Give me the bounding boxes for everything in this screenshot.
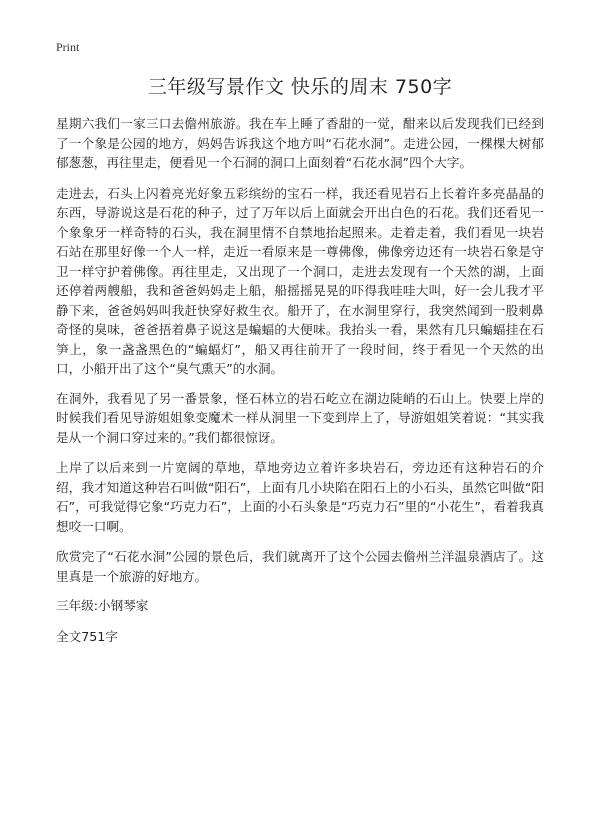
paragraph-1: 星期六我们一家三口去儋州旅游。我在车上睡了香甜的一觉，酣来以后发现我们已经到了一个象是公园的地方，妈妈告诉我这个地方叫“石花水洞”。走进公园，一棵棵大树郁郁葱葱，再往里走，便看见一个石洞的洞口上面刻着“石花水洞”四个大字。 — [56, 116, 544, 170]
author-line: 三年级:小钢琴家 — [56, 598, 149, 613]
paragraph-4: 上岸了以后来到一片宽阔的草地，草地旁边立着许多块岩石，旁边还有这种岩石的介绍，我才知道这种岩石叫做“阳石”，上面有几小块陷在阳石上的小石头，虽然它叫做“阳石”，可我觉得它象“巧克力石”，上面的小石头象是“巧克力石”里的“小花生”，看着我真想咬一口啊。 — [56, 460, 544, 534]
paragraph-3: 在洞外，我看见了另一番景象，怪石林立的岩石屹立在湖边陡峭的石山上。快要上岸的时候我们看见导游姐姐象变魔术一样从洞里一下变到岸上了，导游姐姐笑着说：“其实我是从一个洞口穿过来的。”我们都很惊讶。 — [56, 390, 544, 445]
paragraph-5: 欣赏完了“石花水洞”公园的景色后，我们就离开了这个公园去儋州兰洋温泉酒店了。这里真是一个旅游的好地方。 — [56, 549, 544, 584]
article-title: 三年级写景作文 快乐的周末 750字 — [147, 76, 453, 98]
print-link[interactable]: Print — [56, 40, 80, 54]
paragraph-2: 走进去，石头上闪着亮光好象五彩缤纷的宝石一样，我还看见岩石上长着许多亮晶晶的东西，导游说这是石花的种子，过了万年以后上面就会开出白色的石花。我们还看见一个象象牙一样奇特的石头，我在洞里情不自禁地抬起照来。走着走着，我们看见一块岩石站在那里好像一个人一样，走近一看原来是一尊佛像，佛像旁边还有一块岩石象是守卫一样守护着佛像。再往里走，又出现了一个洞口，走进去发现有一个天然的湖，上面还停着两艘船，我和爸爸妈妈走上船，船摇摇晃晃的吓得我哇哇大叫，好一会儿我才平静下来，爸爸妈妈叫我赶快穿好救生衣。船开了，在水洞里穿行，我突然闻到一股刺鼻奇怪的臭味，爸爸捂着鼻子说这是蝙蝠的大便味。我抬头一看，果然有几只蝙蝠挂在石笋上，象一盏盏黑色的“蝙蝠灯”，船又再往前开了一段时间，终于看见一个天然的出口，小船开出了这个“臭气熏天”的水洞。 — [56, 185, 544, 376]
word-count: 全文751字 — [56, 629, 118, 644]
